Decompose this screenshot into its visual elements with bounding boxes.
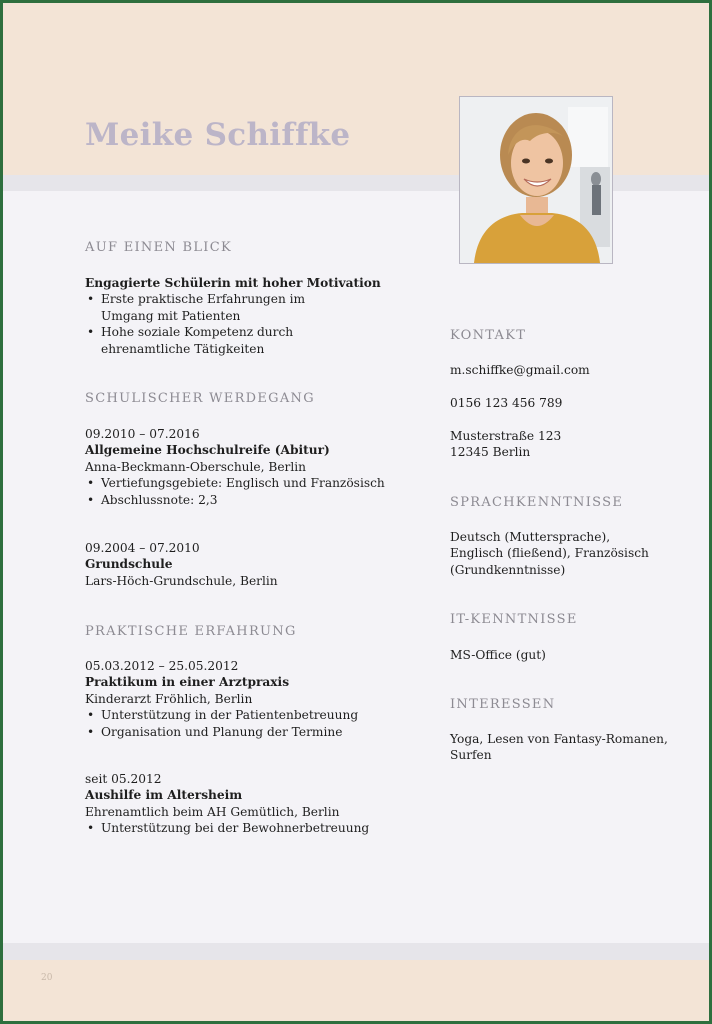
languages-line: Englisch (fließend), Französisch (450, 546, 649, 561)
overview-block (85, 275, 385, 357)
overview-heading: AUF EINEN BLICK (85, 240, 232, 255)
experience-period: 05.03.2012 – 25.05.2012 (85, 659, 239, 673)
contact-phone: 0156 123 456 789 (450, 396, 563, 410)
education-bullet: • Abschlussnote: 2,3 (85, 492, 395, 508)
contact-heading: KONTAKT (450, 328, 527, 343)
contact-address (450, 428, 561, 461)
languages-heading: SPRACHKENNTNISSE (450, 495, 624, 510)
interests-heading: INTERESSEN (450, 697, 556, 712)
experience-period: seit 05.2012 (85, 772, 162, 786)
contact-email: m.schiffke@gmail.com (450, 363, 590, 377)
experience-title: Praktikum in einer Arztpraxis (85, 675, 290, 690)
languages-line: (Grundkenntnisse) (450, 562, 566, 577)
overview-title: Engagierte Schülerin mit hoher Motivation (85, 276, 381, 290)
languages-text (450, 529, 649, 578)
resume-page (3, 3, 709, 1021)
experience-entry (85, 658, 395, 740)
interests-line: Surfen (450, 748, 492, 763)
experience-org: Kinderarzt Fröhlich, Berlin (85, 691, 253, 706)
education-bullet: • Vertiefungsgebiete: Englisch und Französisch (85, 475, 395, 491)
overview-bullet: • Hohe soziale Kompetenz durch ehrenamtliche Tätigkeiten (85, 324, 345, 357)
experience-heading: PRAKTISCHE ERFAHRUNG (85, 624, 297, 639)
education-entry (85, 426, 395, 508)
experience-bullet: • Unterstützung in der Patientenbetreuung (85, 707, 395, 723)
education-org: Lars-Höch-Grundschule, Berlin (85, 573, 278, 588)
education-period: 09.2010 – 07.2016 (85, 427, 200, 441)
education-period: 09.2004 – 07.2010 (85, 541, 200, 555)
education-entry (85, 540, 395, 589)
overview-bullet: • Erste praktische Erfahrungen im Umgang mit Patienten (85, 291, 345, 324)
page-number: 20 (41, 973, 53, 983)
education-heading: SCHULISCHER WERDEGANG (85, 391, 315, 406)
experience-bullet: • Organisation und Planung der Termine (85, 724, 395, 740)
experience-bullet: • Unterstützung bei der Bewohnerbetreuung (85, 820, 395, 836)
contact-city: 12345 Berlin (450, 445, 531, 460)
footer-stripe (3, 943, 709, 960)
candidate-name: Meike Schiffke (85, 117, 351, 153)
experience-org: Ehrenamtlich beim AH Gemütlich, Berlin (85, 804, 340, 819)
portrait-illustration (460, 97, 612, 263)
education-title: Grundschule (85, 557, 173, 572)
languages-line: Deutsch (Muttersprache), (450, 530, 611, 544)
it-text: MS-Office (gut) (450, 648, 546, 662)
experience-entry (85, 771, 395, 837)
contact-street: Musterstraße 123 (450, 429, 562, 443)
education-title: Allgemeine Hochschulreife (Abitur) (85, 443, 330, 458)
interests-line: Yoga, Lesen von Fantasy-Romanen, (450, 732, 668, 746)
experience-title: Aushilfe im Altersheim (85, 788, 243, 803)
portrait-photo (459, 96, 613, 264)
footer-band (3, 960, 709, 1021)
it-heading: IT-KENNTNISSE (450, 612, 578, 627)
education-org: Anna-Beckmann-Oberschule, Berlin (85, 459, 307, 474)
interests-text (450, 731, 668, 764)
